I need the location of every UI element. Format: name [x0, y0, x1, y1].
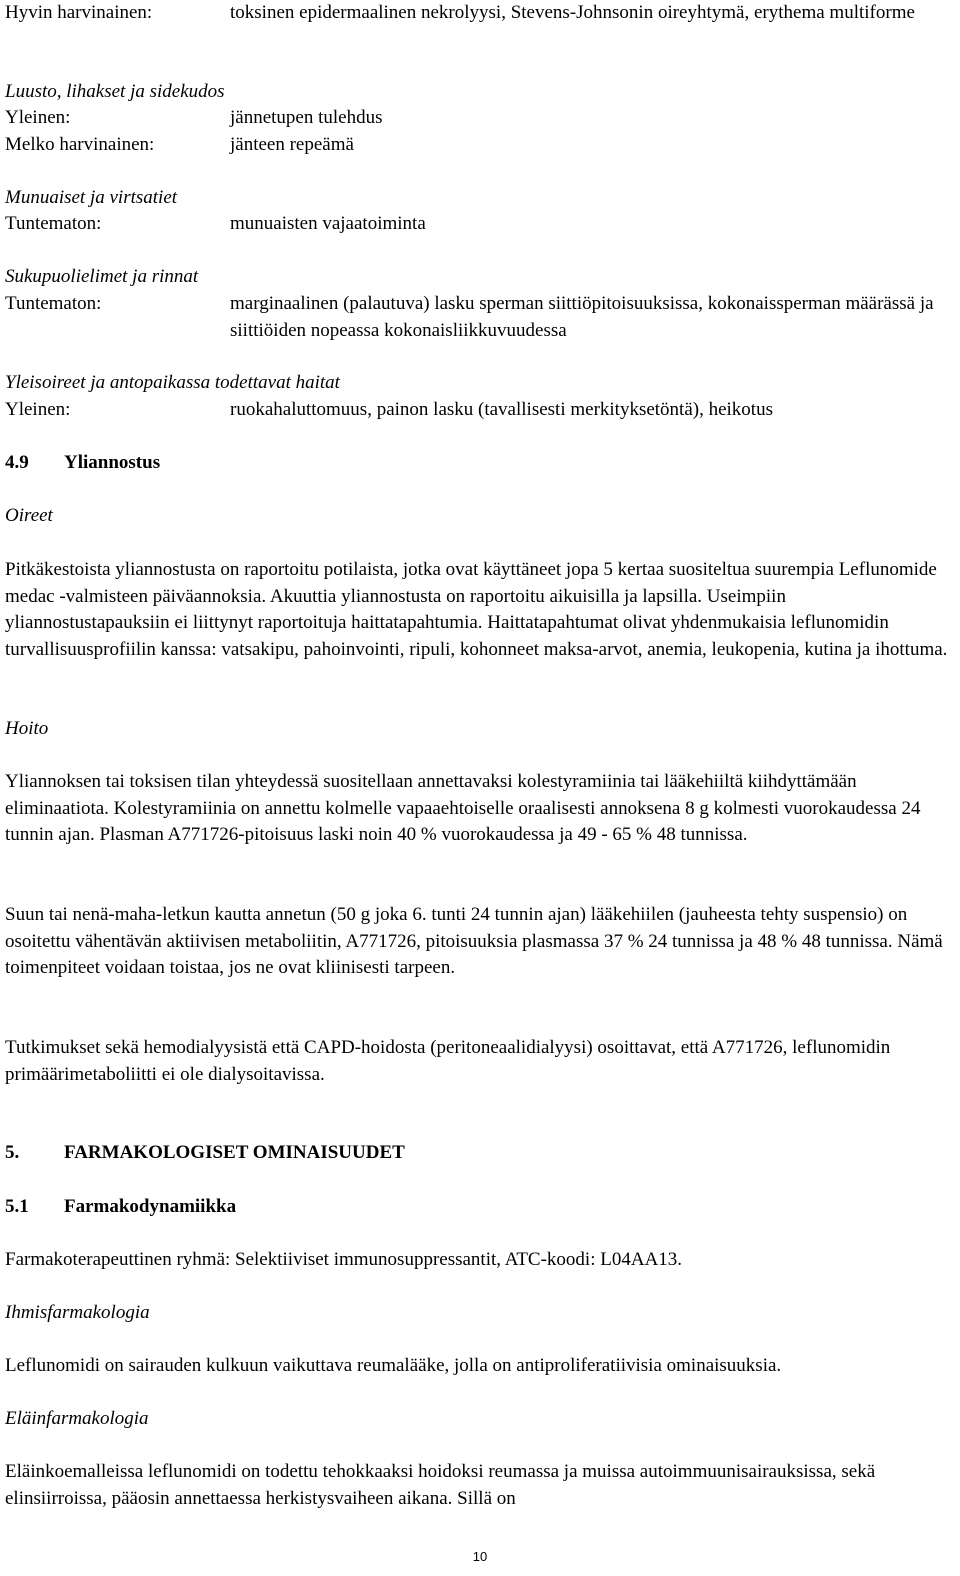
section-number: 5.1 [5, 1196, 29, 1217]
side-effect-text: ruokahaluttomuus, painon lasku (tavallisesti merkityksetöntä), heikotus [230, 399, 773, 420]
section-number: 4.9 [5, 452, 29, 473]
paragraph-oireet: Pitkäkestoista yliannostusta on raportoitu potilaista, jotka ovat käyttäneet jopa 5 kertaa suositeltua suurempia Leflunomide medac -valmisteen päiväannoksia. Akuuttia yliannostusta on raportoitu aikuisilla ja lapsilla. Useimpiin yliannostustapauksiin ei liittynyt raportoituja haittatapahtumia. Haittatapahtumat olivat yhdenmukaisia leflunomidin turvallisuusprofiilin kanssa: vatsakipu, pahoinvointi, ripuli, kohonneet maksa-arvot, anemia, leukopenia, kutina ja ihottuma. [5, 559, 948, 660]
section-title: Yliannostus [64, 452, 161, 473]
side-effect-text: munuaisten vajaatoiminta [230, 213, 426, 234]
page-number: 10 [472, 1549, 488, 1564]
subheading-elainfarmakologia: Eläinfarmakologia [5, 1408, 149, 1429]
subheading-hoito: Hoito [5, 718, 49, 739]
category-heading: Munuaiset ja virtsatiet [5, 187, 178, 208]
paragraph-hoito-1: Yliannoksen tai toksisen tilan yhteydessä suositellaan annettavaksi kolestyramiinia tai lääkehiiltä kiihdyttämään eliminaatiota. Kolestyramiinia on annettu kolmelle vapaaehtoiselle oraalisesti annoksena 8 g kolmesti vuorokaudessa 24 tunnin ajan. Plasman A771726-pitoisuus laski noin 40 % vuorokaudessa ja 49 - 65 % 48 tunnissa. [5, 771, 921, 845]
side-effect-row [5, 211, 953, 238]
section-number: 5. [5, 1142, 20, 1163]
paragraph-ihmisfarmakologia: Leflunomidi on sairauden kulkuun vaikuttava reumalääke, jolla on antiproliferatiivisia ominaisuuksia. [5, 1355, 782, 1376]
side-effect-row [5, 397, 953, 424]
frequency-label: Melko harvinainen: [5, 134, 155, 155]
subheading-oireet: Oireet [5, 505, 53, 526]
section-heading-5 [5, 1140, 953, 1167]
subheading-ihmisfarmakologia: Ihmisfarmakologia [5, 1302, 150, 1323]
side-effect-text: toksinen epidermaalinen nekrolyysi, Stevens-Johnsonin oireyhtymä, erythema multiforme [230, 2, 915, 23]
side-effect-row [5, 291, 953, 344]
side-effect-text: jänteen repeämä [230, 134, 354, 155]
frequency-label: Hyvin harvinainen: [5, 2, 153, 23]
category-heading: Sukupuolielimet ja rinnat [5, 266, 199, 287]
side-effect-row [5, 132, 953, 159]
frequency-label: Yleinen: [5, 399, 71, 420]
frequency-label: Tuntematon: [5, 293, 102, 314]
paragraph-group: Farmakoterapeuttinen ryhmä: Selektiiviset immunosuppressantit, ATC-koodi: L04AA13. [5, 1249, 683, 1270]
paragraph-elainfarmakologia: Eläinkoemalleissa leflunomidi on todettu tehokkaaksi hoidoksi reumassa ja muissa autoimmuunisairauksissa, sekä elinsiirroissa, pääosin annettaessa herkistysvaiheen aikana. Sillä on [5, 1461, 876, 1509]
paragraph-hoito-3: Tutkimukset sekä hemodialyysistä että CAPD-hoidosta (peritoneaalidialyysi) osoittavat, että A771726, leflunomidin primäärimetaboliitti ei ole dialysoitavissa. [5, 1037, 891, 1085]
section-title: Farmakodynamiikka [64, 1196, 237, 1217]
category-heading: Luusto, lihakset ja sidekudos [5, 81, 225, 102]
side-effect-text: jännetupen tulehdus [230, 107, 383, 128]
side-effect-row [5, 0, 953, 27]
paragraph-hoito-2: Suun tai nenä-maha-letkun kautta annetun (50 g joka 6. tunti 24 tunnin ajan) lääkehiilen (jauheesta tehty suspensio) on osoitettu vähentävän aktiivisen metaboliitin, A771726, pitoisuuksia plasmassa 37 % 24 tunnissa ja 48 % 48 tunnissa. Nämä toimenpiteet voidaan toistaa, jos ne ovat kliinisesti tarpeen. [5, 904, 943, 978]
frequency-label: Yleinen: [5, 107, 71, 128]
section-heading-5-1 [5, 1194, 953, 1221]
section-title: FARMAKOLOGISET OMINAISUUDET [64, 1142, 405, 1163]
side-effect-text: marginaalinen (palautuva) lasku sperman siittiöpitoisuuksissa, kokonaissperman määrässä ja siittiöiden nopeassa kokonaisliikkuvuudessa [230, 293, 934, 341]
category-heading: Yleisoireet ja antopaikassa todettavat haitat [5, 372, 340, 393]
section-heading-4-9 [5, 450, 953, 477]
side-effect-row [5, 105, 953, 132]
frequency-label: Tuntematon: [5, 213, 102, 234]
